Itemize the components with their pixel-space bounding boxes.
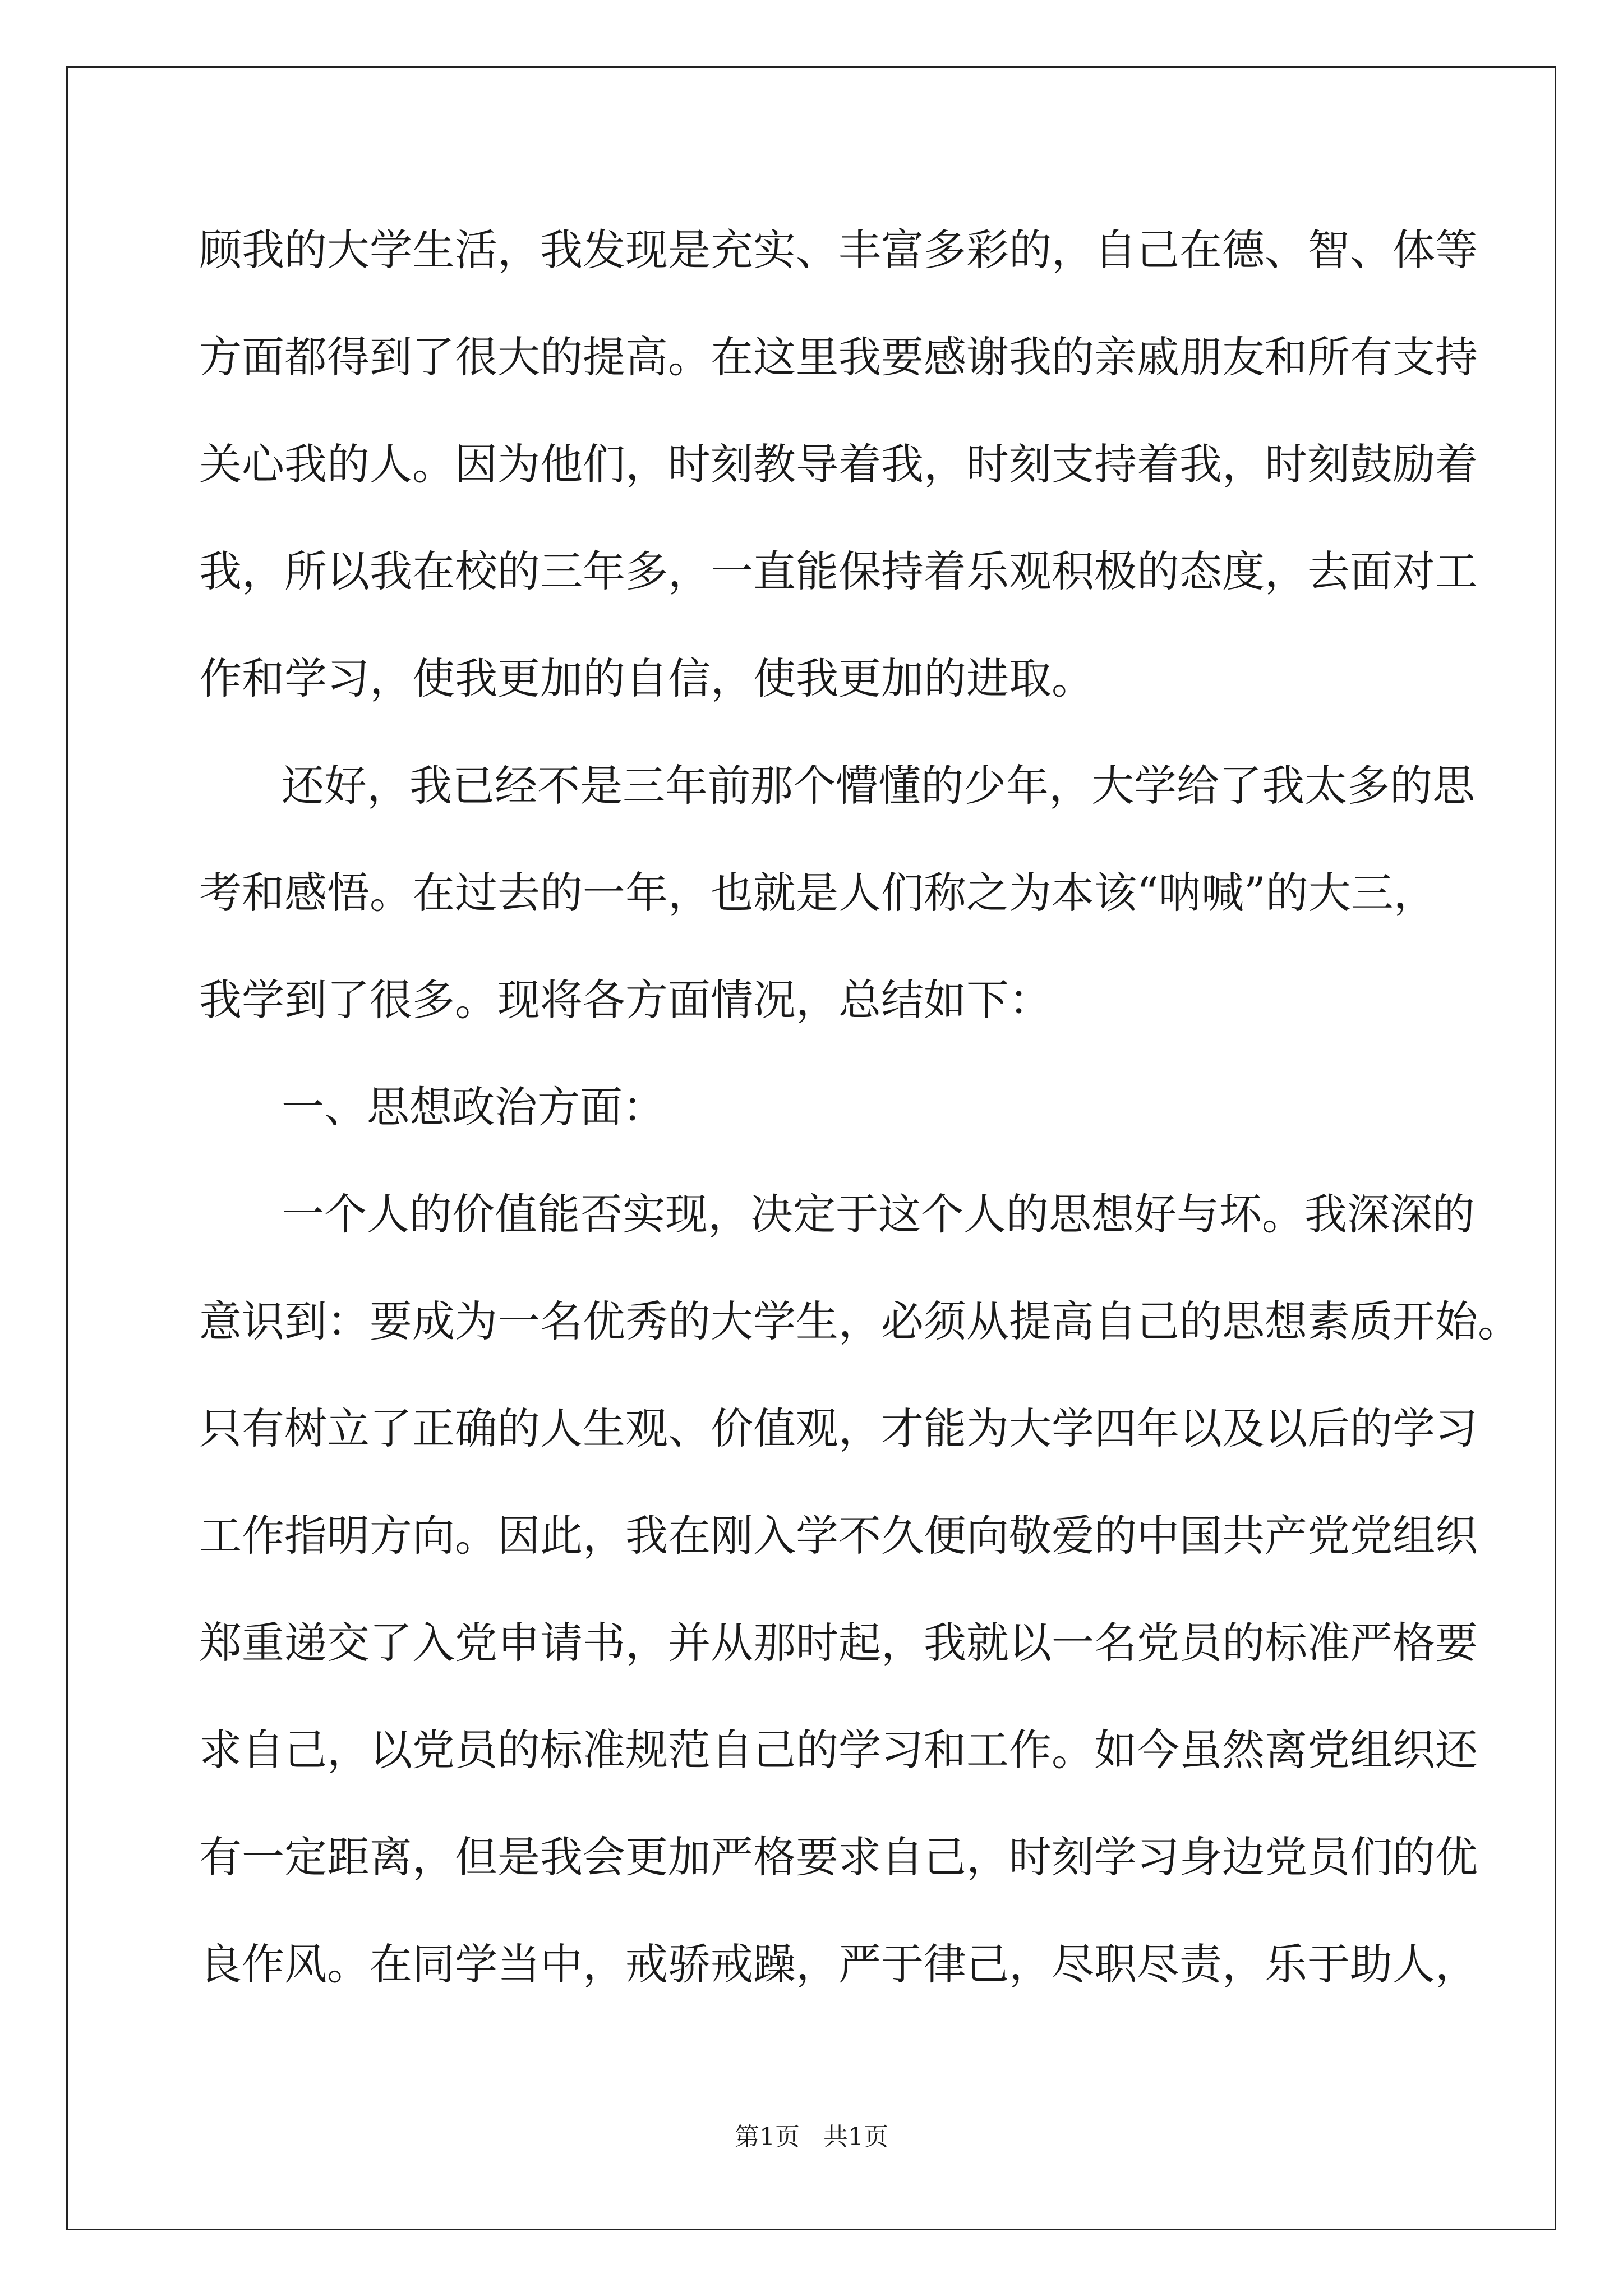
body-line: 郑重递交了入党申请书，并从那时起，我就以一名党员的标准严格要 [199,1618,1478,1668]
body-line: 有一定距离，但是我会更加严格要求自己，时刻学习身边党员们的优 [199,1832,1478,1882]
body-line: 关心我的人。因为他们，时刻教导着我，时刻支持着我，时刻鼓励着 [199,439,1478,489]
page-number-footer: 第1页 共1页 [735,2123,888,2151]
body-line: 一个人的价值能否实现，决定于这个人的思想好与坏。我深深的 [282,1189,1475,1239]
body-line: 只有树立了正确的人生观、价值观，才能为大学四年以及以后的学习 [199,1404,1478,1453]
section-heading: 一、思想政治方面： [282,1082,665,1132]
body-line: 考和感悟。在过去的一年，也就是人们称之为本该“呐喊”的大三， [199,868,1436,918]
body-line: 作和学习，使我更加的自信，使我更加的进取。 [199,654,1094,703]
body-line: 还好，我已经不是三年前那个懵懂的少年，大学给了我太多的思 [282,761,1475,811]
body-line: 意识到：要成为一名优秀的大学生，必须从提高自己的思想素质开始。 [199,1296,1520,1346]
body-line: 良作风。在同学当中，戒骄戒躁，严于律己，尽职尽责，乐于助人， [199,1939,1478,1989]
body-line: 我学到了很多。现将各方面情况，总结如下： [199,975,1052,1025]
body-line: 顾我的大学生活，我发现是充实、丰富多彩的，自己在德、智、体等 [199,225,1478,275]
body-line: 工作指明方向。因此，我在刚入学不久便向敬爱的中国共产党党组织 [199,1511,1478,1561]
body-line: 方面都得到了很大的提高。在这里我要感谢我的亲戚朋友和所有支持 [199,332,1478,382]
body-line: 求自己，以党员的标准规范自己的学习和工作。如今虽然离党组织还 [199,1725,1478,1775]
body-line: 我，所以我在校的三年多，一直能保持着乐观积极的态度，去面对工 [199,546,1478,596]
